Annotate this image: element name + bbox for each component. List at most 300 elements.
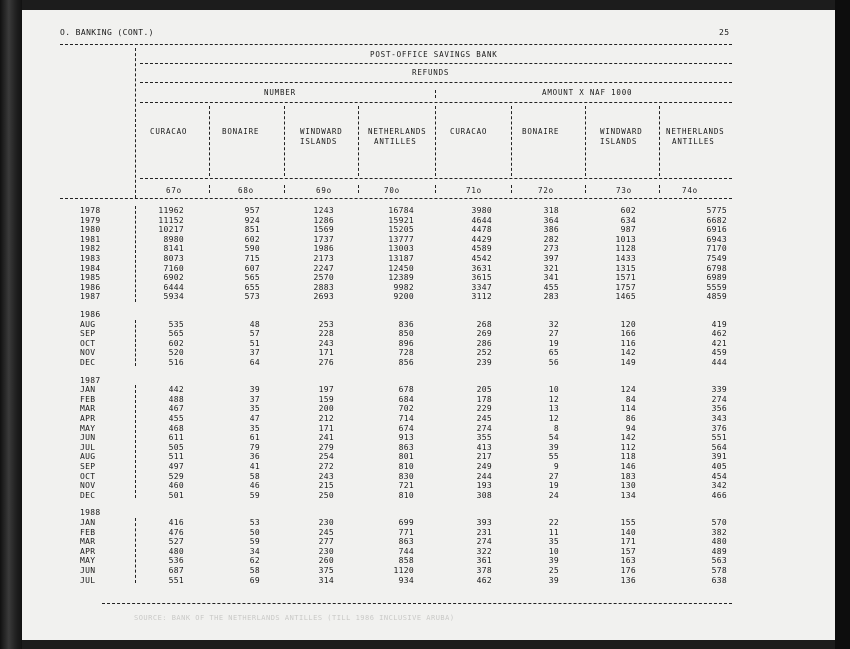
annual-row-label: 1983	[80, 254, 101, 263]
rule-top	[60, 44, 732, 45]
annual-row-value: 4859	[706, 292, 727, 302]
month-row-value: 231	[476, 527, 492, 537]
annual-row-value: 5934	[163, 292, 184, 302]
month-row-value: 462	[711, 329, 727, 339]
month-row-value: 171	[318, 348, 334, 358]
column-header-2: BONAIRE	[222, 127, 260, 136]
group-number-label: NUMBER	[264, 88, 296, 97]
month-row-value: 501	[168, 490, 184, 500]
month-row-value: 551	[168, 575, 184, 585]
annual-row-value: 8073	[163, 254, 184, 263]
month-row-value: 12	[548, 414, 559, 423]
month-row-value: 564	[711, 442, 727, 452]
block-year: 1986	[80, 310, 101, 319]
month-row-value: 563	[711, 556, 727, 566]
month-row-value: 171	[318, 423, 334, 433]
annual-row-value: 1986	[313, 244, 334, 254]
annual-row-value: 4644	[471, 215, 492, 225]
month-row-value: 421	[711, 338, 727, 348]
annual-row-value: 13003	[388, 244, 414, 254]
annual-row-value: 602	[620, 206, 636, 215]
month-row-value: 460	[168, 481, 184, 491]
block-year: 1987	[80, 375, 101, 385]
month-row-value: 215	[318, 481, 334, 491]
month-row-value: 94	[625, 423, 636, 433]
month-row-value: 527	[168, 537, 184, 547]
month-row-value: 444	[711, 358, 727, 367]
annual-row-value: 13187	[388, 254, 414, 263]
month-row-value: 274	[476, 423, 492, 433]
month-row-value: 46	[249, 481, 260, 491]
month-row-value: 62	[249, 556, 260, 566]
annual-row-value: 7160	[163, 263, 184, 273]
month-row-value: 322	[476, 546, 492, 556]
month-row-value: 830	[398, 471, 414, 481]
month-row-value: 728	[398, 348, 414, 358]
column-divider-code	[435, 185, 436, 193]
month-row-label: FEB	[80, 394, 96, 404]
month-row-value: 120	[620, 319, 636, 329]
rule-group	[140, 102, 732, 103]
month-row-value: 529	[168, 471, 184, 481]
month-row-value: 11	[548, 527, 559, 537]
annual-row-value: 5775	[706, 206, 727, 215]
month-row-value: 744	[398, 546, 414, 556]
annual-row-value: 386	[543, 225, 559, 235]
month-row-value: 228	[318, 329, 334, 339]
month-row-value: 250	[318, 490, 334, 500]
month-row-value: 51	[249, 338, 260, 348]
column-divider	[585, 106, 586, 176]
column-header-3-line2: ISLANDS	[300, 137, 338, 146]
annual-row-value: 321	[543, 263, 559, 273]
annual-row-value: 2693	[313, 292, 334, 302]
annual-row-label: 1985	[80, 273, 101, 283]
month-row-value: 58	[249, 566, 260, 575]
month-row-value: 356	[711, 404, 727, 414]
month-row-value: 65	[548, 348, 559, 358]
annual-row-label: 1980	[80, 225, 101, 235]
month-row-label: SEP	[80, 329, 96, 339]
month-row-value: 54	[548, 433, 559, 443]
month-row-value: 489	[711, 546, 727, 556]
section-title: O. BANKING (CONT.)	[60, 28, 154, 37]
column-divider-code	[209, 185, 210, 193]
month-row-value: 480	[711, 537, 727, 547]
column-divider	[659, 106, 660, 176]
month-row-value: 19	[548, 338, 559, 348]
month-row-label: OCT	[80, 471, 96, 481]
month-row-value: 520	[168, 348, 184, 358]
month-row-value: 339	[711, 385, 727, 395]
annual-row-value: 590	[244, 244, 260, 254]
month-row-value: 25	[548, 566, 559, 575]
month-row-label: SEP	[80, 462, 96, 471]
page-number: 25	[719, 28, 730, 37]
annual-row-label: 1987	[80, 292, 101, 302]
column-divider-code	[284, 185, 285, 193]
month-row-value: 343	[711, 414, 727, 423]
month-row-value: 721	[398, 481, 414, 491]
month-row-value: 57	[249, 329, 260, 339]
month-row-value: 505	[168, 442, 184, 452]
month-row-value: 308	[476, 490, 492, 500]
month-row-value: 462	[476, 575, 492, 585]
stub-divider-block	[135, 385, 136, 498]
month-row-value: 142	[620, 348, 636, 358]
month-row-label: MAR	[80, 537, 96, 547]
annual-row-value: 2247	[313, 263, 334, 273]
month-row-value: 277	[318, 537, 334, 547]
annual-row-value: 2570	[313, 273, 334, 283]
annual-row-value: 11962	[158, 206, 184, 215]
month-row-value: 467	[168, 404, 184, 414]
annual-row-value: 4478	[471, 225, 492, 235]
annual-row-value: 634	[620, 215, 636, 225]
month-row-value: 197	[318, 385, 334, 395]
column-divider	[435, 106, 436, 176]
column-divider	[358, 106, 359, 176]
month-row-value: 858	[398, 556, 414, 566]
month-row-value: 69	[249, 575, 260, 585]
month-row-label: JUL	[80, 575, 96, 585]
column-code-8: 74o	[682, 186, 698, 195]
annual-row-value: 6682	[706, 215, 727, 225]
month-row-value: 413	[476, 442, 492, 452]
annual-row-value: 6989	[706, 273, 727, 283]
month-row-value: 12	[548, 394, 559, 404]
month-row-value: 176	[620, 566, 636, 575]
table-subtitle: REFUNDS	[412, 68, 450, 77]
month-row-value: 536	[168, 556, 184, 566]
annual-row-value: 15205	[388, 225, 414, 235]
month-row-value: 393	[476, 518, 492, 527]
month-row-value: 276	[318, 358, 334, 367]
column-code-3: 69o	[316, 186, 332, 195]
month-row-value: 570	[711, 518, 727, 527]
month-row-value: 274	[476, 537, 492, 547]
month-row-value: 442	[168, 385, 184, 395]
rule-colheads	[140, 178, 732, 179]
annual-row-label: 1982	[80, 244, 101, 254]
group-amount-label: AMOUNT X NAF 1000	[542, 88, 633, 97]
month-row-value: 116	[620, 338, 636, 348]
month-row-value: 166	[620, 329, 636, 339]
month-row-value: 9	[553, 462, 559, 471]
month-row-value: 419	[711, 319, 727, 329]
month-row-value: 22	[548, 518, 559, 527]
month-row-value: 205	[476, 385, 492, 395]
month-row-value: 124	[620, 385, 636, 395]
annual-row-value: 1128	[615, 244, 636, 254]
month-row-value: 27	[548, 471, 559, 481]
month-row-value: 243	[318, 471, 334, 481]
month-row-value: 286	[476, 338, 492, 348]
column-header-7: WINDWARD	[600, 127, 643, 136]
month-row-value: 771	[398, 527, 414, 537]
month-row-value: 810	[398, 490, 414, 500]
column-divider-code	[511, 185, 512, 193]
annual-row-value: 1286	[313, 215, 334, 225]
month-row-value: 468	[168, 423, 184, 433]
annual-row-value: 607	[244, 263, 260, 273]
month-row-value: 86	[625, 414, 636, 423]
month-row-value: 37	[249, 394, 260, 404]
month-row-value: 896	[398, 338, 414, 348]
month-row-label: APR	[80, 546, 96, 556]
month-row-label: JUL	[80, 442, 96, 452]
month-row-value: 687	[168, 566, 184, 575]
month-row-value: 249	[476, 462, 492, 471]
month-row-value: 136	[620, 575, 636, 585]
month-row-value: 19	[548, 481, 559, 491]
month-row-value: 272	[318, 462, 334, 471]
month-row-value: 50	[249, 527, 260, 537]
column-divider	[511, 106, 512, 176]
month-row-value: 149	[620, 358, 636, 367]
annual-row-value: 8980	[163, 234, 184, 244]
stub-divider-header	[135, 48, 136, 198]
month-row-value: 178	[476, 394, 492, 404]
annual-row-value: 851	[244, 225, 260, 235]
month-row-value: 56	[548, 358, 559, 367]
month-row-value: 511	[168, 452, 184, 462]
month-row-value: 84	[625, 394, 636, 404]
month-row-label: MAR	[80, 404, 96, 414]
month-row-value: 856	[398, 358, 414, 367]
month-row-value: 378	[476, 566, 492, 575]
month-row-value: 674	[398, 423, 414, 433]
annual-row-value: 1757	[615, 282, 636, 292]
month-row-value: 638	[711, 575, 727, 585]
column-header-5: CURACAO	[450, 127, 488, 136]
annual-row-label: 1984	[80, 263, 101, 273]
month-row-value: 79	[249, 442, 260, 452]
annual-row-value: 12389	[388, 273, 414, 283]
month-row-value: 602	[168, 338, 184, 348]
month-row-value: 39	[548, 575, 559, 585]
month-row-value: 47	[249, 414, 260, 423]
month-row-label: NOV	[80, 348, 96, 358]
rule-subtitle	[140, 82, 732, 83]
annual-row-label: 1986	[80, 282, 101, 292]
annual-row-value: 6798	[706, 263, 727, 273]
month-row-value: 114	[620, 404, 636, 414]
month-row-value: 61	[249, 433, 260, 443]
month-row-value: 416	[168, 518, 184, 527]
annual-row-value: 8141	[163, 244, 184, 254]
block-year: 1988	[80, 508, 101, 518]
month-row-value: 10	[548, 546, 559, 556]
annual-row-value: 3347	[471, 282, 492, 292]
annual-row-value: 12450	[388, 263, 414, 273]
month-row-label: FEB	[80, 527, 96, 537]
annual-row-value: 3615	[471, 273, 492, 283]
month-row-value: 130	[620, 481, 636, 491]
annual-row-value: 341	[543, 273, 559, 283]
month-row-value: 699	[398, 518, 414, 527]
annual-row-label: 1981	[80, 234, 101, 244]
annual-row-value: 1737	[313, 234, 334, 244]
annual-row-value: 4542	[471, 254, 492, 263]
month-row-value: 243	[318, 338, 334, 348]
month-row-value: 611	[168, 433, 184, 443]
annual-row-value: 9200	[393, 292, 414, 302]
month-row-value: 488	[168, 394, 184, 404]
month-row-label: MAY	[80, 556, 96, 566]
annual-row-value: 957	[244, 206, 260, 215]
month-row-value: 217	[476, 452, 492, 462]
table-title: POST-OFFICE SAVINGS BANK	[370, 50, 498, 59]
month-row-label: JUN	[80, 566, 96, 575]
annual-row-label: 1978	[80, 206, 101, 215]
month-row-value: 551	[711, 433, 727, 443]
annual-row-value: 11152	[158, 215, 184, 225]
month-row-value: 375	[318, 566, 334, 575]
month-row-value: 480	[168, 546, 184, 556]
annual-row-value: 10217	[158, 225, 184, 235]
annual-row-value: 6943	[706, 234, 727, 244]
column-header-8: NETHERLANDS	[666, 127, 725, 136]
month-row-value: 678	[398, 385, 414, 395]
month-row-value: 702	[398, 404, 414, 414]
month-row-value: 24	[548, 490, 559, 500]
month-row-value: 863	[398, 442, 414, 452]
month-row-value: 497	[168, 462, 184, 471]
column-code-6: 72o	[538, 186, 554, 195]
annual-row-value: 602	[244, 234, 260, 244]
month-row-value: 241	[318, 433, 334, 443]
month-row-value: 244	[476, 471, 492, 481]
month-row-label: DEC	[80, 490, 96, 500]
annual-row-value: 1315	[615, 263, 636, 273]
annual-row-value: 1243	[313, 206, 334, 215]
month-row-value: 35	[249, 404, 260, 414]
month-row-value: 53	[249, 518, 260, 527]
month-row-value: 183	[620, 471, 636, 481]
annual-row-value: 5559	[706, 282, 727, 292]
stub-divider-annual	[135, 206, 136, 302]
column-header-4: NETHERLANDS	[368, 127, 427, 136]
month-row-value: 269	[476, 329, 492, 339]
month-row-value: 59	[249, 537, 260, 547]
month-row-label: MAY	[80, 423, 96, 433]
annual-row-value: 15921	[388, 215, 414, 225]
annual-row-value: 282	[543, 234, 559, 244]
month-row-label: AUG	[80, 452, 96, 462]
annual-row-value: 573	[244, 292, 260, 302]
month-row-value: 863	[398, 537, 414, 547]
month-row-value: 134	[620, 490, 636, 500]
month-row-value: 35	[249, 423, 260, 433]
annual-row-value: 397	[543, 254, 559, 263]
month-row-label: JUN	[80, 433, 96, 443]
column-divider	[209, 106, 210, 176]
month-row-value: 382	[711, 527, 727, 537]
month-row-value: 1120	[393, 566, 414, 575]
annual-row-value: 715	[244, 254, 260, 263]
month-row-value: 245	[476, 414, 492, 423]
month-row-value: 252	[476, 348, 492, 358]
month-row-value: 112	[620, 442, 636, 452]
annual-row-value: 16784	[388, 206, 414, 215]
month-row-value: 35	[548, 537, 559, 547]
column-header-4-line2: ANTILLES	[374, 137, 417, 146]
group-divider	[435, 90, 436, 98]
column-divider-code	[585, 185, 586, 193]
month-row-value: 254	[318, 452, 334, 462]
annual-row-value: 6444	[163, 282, 184, 292]
annual-row-value: 4429	[471, 234, 492, 244]
month-row-value: 260	[318, 556, 334, 566]
month-row-value: 535	[168, 319, 184, 329]
month-row-value: 55	[548, 452, 559, 462]
month-row-value: 39	[548, 442, 559, 452]
column-code-2: 68o	[238, 186, 254, 195]
annual-row-value: 364	[543, 215, 559, 225]
month-row-value: 268	[476, 319, 492, 329]
month-row-value: 142	[620, 433, 636, 443]
month-row-value: 159	[318, 394, 334, 404]
month-row-value: 578	[711, 566, 727, 575]
month-row-value: 476	[168, 527, 184, 537]
column-divider-code	[659, 185, 660, 193]
month-row-value: 200	[318, 404, 334, 414]
scan-border	[835, 0, 850, 649]
month-row-value: 391	[711, 452, 727, 462]
month-row-value: 230	[318, 546, 334, 556]
stub-divider-block	[135, 518, 136, 583]
stub-divider-block	[135, 320, 136, 366]
month-row-value: 10	[548, 385, 559, 395]
annual-row-value: 273	[543, 244, 559, 254]
month-row-value: 34	[249, 546, 260, 556]
annual-row-label: 1979	[80, 215, 101, 225]
month-row-value: 27	[548, 329, 559, 339]
annual-row-value: 3112	[471, 292, 492, 302]
month-row-value: 163	[620, 556, 636, 566]
annual-row-value: 1433	[615, 254, 636, 263]
annual-row-value: 283	[543, 292, 559, 302]
annual-row-value: 565	[244, 273, 260, 283]
month-row-value: 516	[168, 358, 184, 367]
month-row-label: DEC	[80, 358, 96, 367]
month-row-value: 355	[476, 433, 492, 443]
annual-row-value: 1571	[615, 273, 636, 283]
month-row-value: 39	[249, 385, 260, 395]
month-row-value: 157	[620, 546, 636, 556]
month-row-value: 59	[249, 490, 260, 500]
month-row-value: 8	[553, 423, 559, 433]
month-row-value: 253	[318, 319, 334, 329]
month-row-value: 274	[711, 394, 727, 404]
column-divider-code	[358, 185, 359, 193]
annual-row-value: 987	[620, 225, 636, 235]
column-header-7-line2: ISLANDS	[600, 137, 638, 146]
month-row-label: JAN	[80, 385, 96, 395]
month-row-value: 245	[318, 527, 334, 537]
annual-row-value: 3631	[471, 263, 492, 273]
annual-row-value: 6916	[706, 225, 727, 235]
annual-row-value: 455	[543, 282, 559, 292]
annual-row-value: 655	[244, 282, 260, 292]
annual-row-value: 4589	[471, 244, 492, 254]
annual-row-value: 2173	[313, 254, 334, 263]
source-note: SOURCE: BANK OF THE NETHERLANDS ANTILLES (TILL 1986 INCLUSIVE ARUBA)	[134, 614, 455, 622]
month-row-value: 32	[548, 319, 559, 329]
column-code-5: 71o	[466, 186, 482, 195]
month-row-value: 171	[620, 537, 636, 547]
